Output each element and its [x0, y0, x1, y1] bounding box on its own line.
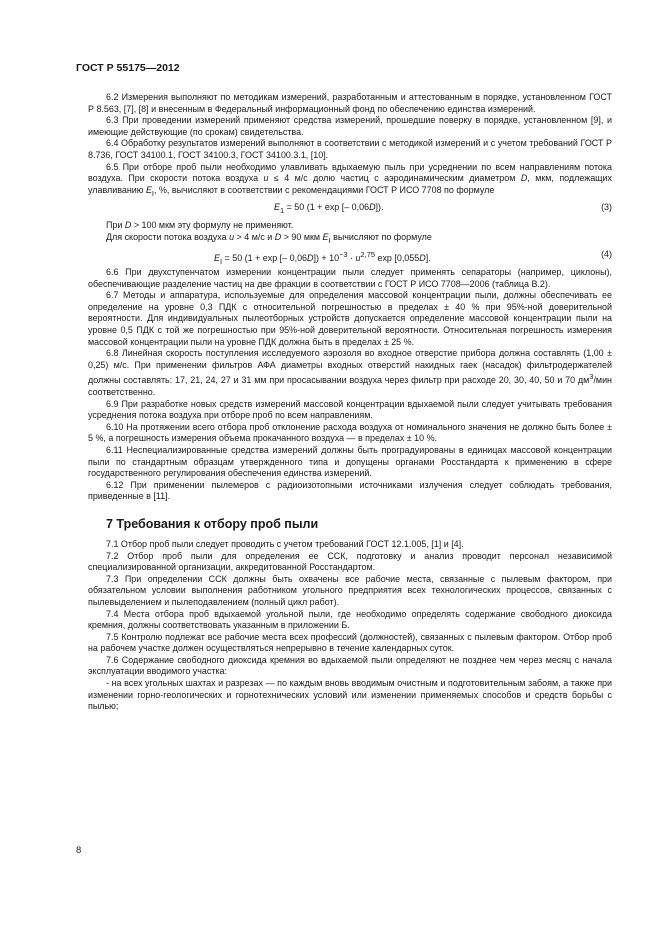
note-high-speed: Для скорости потока воздуха u > 4 м/с и D > 90 мкм $E_I$ вычисляют по формуле	[106, 231, 432, 245]
formula-3-number: (3)	[601, 202, 612, 213]
paragraph-7-4: 7.4 Места отбора проб вдыхаемой угольной пыли, где необходимо определять содержание свободного диоксида кремния, должны соответствовать указанным в приложении Б.	[88, 608, 612, 631]
paragraph-7-6: 7.6 Содержание свободного диоксида кремния во вдыхаемой пыли определяют не позднее чем через месяц с начала эксплуатации вводимого участка:	[88, 654, 612, 677]
formula-4-number: (4)	[601, 249, 612, 260]
paragraph-6-5: 6.5 При отборе проб пыли необходимо улавливать вдыхаемую пыль при усреднении по всем направлениям потока воздуха. При скорости потока воздуха u ≤ 4 м/с долю частиц с аэродинамическим диаметром D, мкм, подлежащих улавливанию $E_I$, %, вычисляют в соответствии с рекомендациями ГОСТ Р ИСО 7708 по формуле	[88, 161, 612, 198]
paragraph-6-2: 6.2 Измерения выполняют по методикам измерений, разработанным и аттестованным в порядке, установленном ГОСТ Р 8.563, [7], [8] и внесенным в Федеральный информационный фонд по обеспечению единства измерений.	[88, 92, 612, 114]
paragraph-6-6: 6.6 При двухступенчатом измерении концентрации пыли следует применять сепараторы (например, циклоны), обеспечивающие разделение частиц на две фракции в соответствии с ГОСТ Р ИСО 7708—2006 (таблица В.2).	[88, 267, 612, 289]
paragraph-6-10: 6.10 На протяжении всего отбора проб отклонение расхода воздуха от номинального значения не должно быть более ± 5 %, а погрешность измерения объема прокачанного воздуха — в пределах ± 10 %.	[88, 421, 612, 444]
paragraph-7-3: 7.3 При определении ССК должны быть охвачены все рабочие места, связанные с пылевым фактором, при обязательном условии выполнения работником угольного предприятия всех технологических процессов, связанных с пылевыделением и пылеподавлением (полный цикл работ).	[88, 573, 612, 607]
paragraph-7-5: 7.5 Контролю подлежат все рабочие места всех профессий (должностей), связанных с пылевым фактором. Отбор проб на рабочем участке должен осуществляться непрерывно в течение календарных суток.	[88, 631, 612, 654]
note-d-limit: При D > 100 мкм эту формулу не применяют.	[106, 220, 294, 231]
formula-4	[88, 249, 612, 266]
paragraph-6-11: 6.11 Неспециализированные средства измерений должны быть проградуированы в единицах массовой концентрации пыли по стандартным образцам утвержденного типа и допущены органами Росстандарта к применению в сфере государственного регулирования обеспечения единства измерений.	[88, 444, 612, 479]
page-number: 8	[76, 845, 82, 856]
formula-4-expression: $E_I = 50$ (1 + exp [– $0,06D]) + 10^{-3} \cdot u^{2,75}$ exp [0,055D].	[214, 250, 431, 266]
paragraph-6-9: 6.9 При разработке новых средств измерений массовой концентрации вдыхаемой пыли следует учитывать требования усреднения потока воздуха при отборе проб по всем направлениям.	[88, 398, 612, 421]
paragraph-7-1: 7.1 Отбор проб пыли следует проводить с учетом требований ГОСТ 12.1.005, [1] и [4].	[106, 538, 464, 549]
paragraph-6-4: 6.4 Обработку результатов измерений выполняют в соответствии с методикой измерений и с учетом требований ГОСТ Р 8.736, ГОСТ 34100.1, ГОСТ 34100.3, ГОСТ 34100.3.1, [10].	[88, 138, 612, 160]
paragraph-7-2: 7.2 Отбор проб пыли для определения ее ССК, подготовку и анализ проводит персонал независимой специализированной организации, аккредитованной Росстандартом.	[88, 550, 612, 573]
formula-3-expression: $E_1 = 50$ (1 + exp [– 0,06D]).	[274, 202, 384, 215]
formula-3	[88, 202, 612, 216]
paragraph-6-12: 6.12 При применении пылемеров с радиоизотопными источниками излучения следует соблюдать требования, приведенные в [11].	[88, 479, 612, 502]
paragraph-6-7: 6.7 Методы и аппаратура, используемые для определения массовой концентрации пыли, должны обеспечивать ее определение на уровне 0,3 ПДК с относительной погрешностью в пределах ± 40 % при 95%-ной доверительной вероятности. Для индивидуальных пылеотборных устройств допускается определение массовой концентрации пыли на уровне 0,5 ПДК с той же погрешностью при 95%-ной доверительной вероятности. Относительная погрешность измерения массовой концентрации пыли на уровне ПДК должна быть в пределах ± 25 %.	[88, 290, 612, 347]
document-body	[88, 92, 612, 713]
paragraph-6-3: 6.3 При проведении измерений применяют средства измерений, прошедшие поверку в порядке, установленном [9], и имеющие действующие (по срокам) свидетельства.	[88, 115, 612, 137]
document-header: ГОСТ Р 55175—2012	[76, 62, 180, 74]
paragraph-6-8: 6.8 Линейная скорость поступления исследуемого аэрозоля во входное отверстие прибора должна составлять (1,00 ± 0,25) м/с. При применении фильтров АФА диаметры входных отверстий накидных гаек (насадок) фильтродержателей должны составлять: 17, 21, 24, 27 и 31 мм при просасывании воздуха через фильтр при расходе 20, 30, 40, 50 и 70 $дм^3$/мин соответственно.	[88, 348, 612, 398]
section-7-title: 7 Требования к отбору проб пыли	[106, 516, 319, 531]
list-item: - на всех угольных шахтах и разрезах — по каждым вновь вводимым очистным и подготовительным забоям, а также при изменении горно-геологических и горнотехнических условий или изменении применяемых способов и средств борьбы с пылью;	[88, 678, 612, 712]
